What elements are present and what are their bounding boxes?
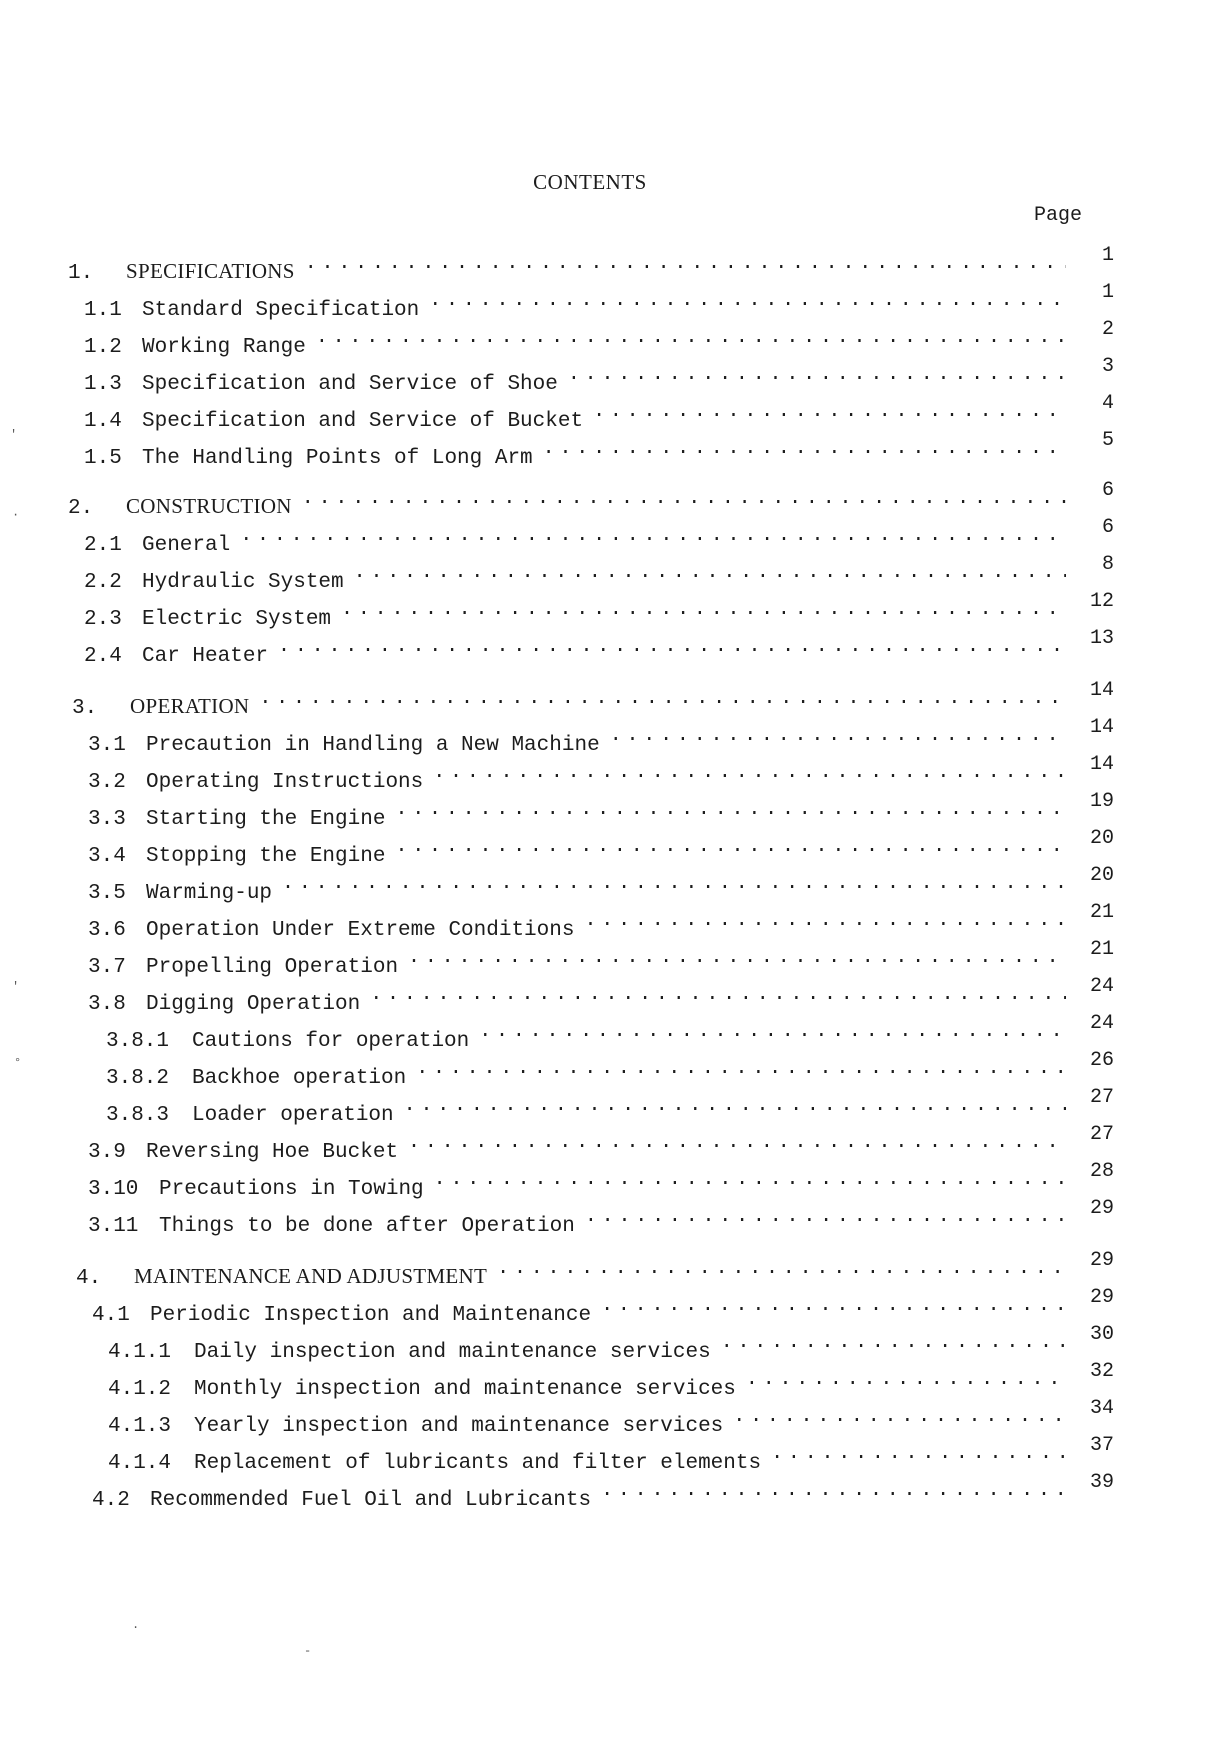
toc-number: 1.: [68, 262, 94, 285]
toc-page-number: 14: [1089, 716, 1114, 739]
toc-title: Recommended Fuel Oil and Lubricants: [150, 1489, 592, 1512]
dot-leader: [259, 685, 1066, 713]
toc-page-number: 20: [1089, 864, 1114, 887]
toc-page-number: 14: [1089, 753, 1114, 776]
toc-section-row[interactable]: [88, 1123, 1114, 1164]
scan-speck: -: [304, 1644, 312, 1658]
toc-number: 4.1: [92, 1304, 130, 1327]
toc-page-number: 34: [1089, 1397, 1114, 1420]
toc-title: Loader operation: [192, 1104, 394, 1127]
dot-leader: [434, 1166, 1066, 1194]
toc-section-row[interactable]: [84, 553, 1114, 594]
dot-leader: [746, 1366, 1066, 1394]
toc-section-row[interactable]: [88, 753, 1114, 794]
toc-page-number: 13: [1089, 627, 1114, 650]
page-column-header: Page: [1034, 204, 1083, 227]
toc-title: Daily inspection and maintenance services: [194, 1341, 711, 1364]
toc-page-number: 30: [1089, 1323, 1114, 1346]
toc-page-number: 28: [1089, 1160, 1114, 1183]
toc-section-row[interactable]: [84, 318, 1114, 359]
toc-page-number: 2: [1101, 318, 1114, 341]
dot-leader: [497, 1255, 1066, 1283]
toc-section-row[interactable]: [84, 627, 1114, 668]
toc-title: OPERATION: [130, 694, 250, 718]
toc-number: 2.3: [84, 608, 122, 631]
dot-leader: [302, 485, 1066, 513]
toc-number: 3.8: [88, 993, 126, 1016]
toc-page-number: 19: [1089, 790, 1114, 813]
toc-title: CONSTRUCTION: [126, 494, 292, 518]
toc-page-number: 27: [1089, 1123, 1114, 1146]
toc-number: 4.2: [92, 1489, 130, 1512]
toc-page-number: 4: [1101, 392, 1114, 415]
toc-page-number: 29: [1089, 1249, 1114, 1272]
toc-chapter-row[interactable]: [72, 679, 1114, 720]
toc-number: 2.4: [84, 645, 122, 668]
toc-number: 4.1.4: [108, 1452, 172, 1475]
page-title: CONTENTS: [533, 170, 647, 194]
toc-page-number: 26: [1089, 1049, 1114, 1072]
dot-leader: [429, 287, 1066, 315]
toc-number: 3.7: [88, 956, 126, 979]
scan-speck: ': [12, 980, 20, 994]
toc-number: 3.: [72, 697, 98, 720]
toc-title: Warming-up: [146, 882, 273, 905]
toc-number: 1.3: [84, 373, 122, 396]
toc-subsection-row[interactable]: [106, 1012, 1114, 1053]
toc-page-number: 32: [1089, 1360, 1114, 1383]
toc-subsection-row[interactable]: [108, 1434, 1114, 1475]
dot-leader: [370, 981, 1066, 1009]
toc-title: Propelling Operation: [146, 956, 399, 979]
toc-subsection-row[interactable]: [106, 1086, 1114, 1127]
toc-page-number: 24: [1089, 1012, 1114, 1035]
toc-subsection-row[interactable]: [108, 1360, 1114, 1401]
toc-page-number: 29: [1089, 1197, 1114, 1220]
toc-page-number: 6: [1101, 516, 1114, 539]
dot-leader: [568, 361, 1066, 389]
toc-subsection-row[interactable]: [108, 1397, 1114, 1438]
scan-speck: ': [10, 428, 18, 442]
toc-section-row[interactable]: [88, 1160, 1114, 1201]
toc-number: 3.2: [88, 771, 126, 794]
toc-number: 3.4: [88, 845, 126, 868]
toc-section-row[interactable]: [84, 392, 1114, 433]
dot-leader: [240, 522, 1066, 550]
dot-leader: [601, 1477, 1066, 1505]
toc-number: 4.1.3: [108, 1415, 172, 1438]
toc-section-row[interactable]: [84, 281, 1114, 322]
toc-title: General: [142, 534, 231, 557]
dot-leader: [771, 1440, 1066, 1468]
dot-leader: [408, 1129, 1066, 1157]
toc-page-number: 27: [1089, 1086, 1114, 1109]
dot-leader: [601, 1292, 1066, 1320]
toc-number: 2.1: [84, 534, 122, 557]
dot-leader: [721, 1329, 1066, 1357]
toc-title: Electric System: [142, 608, 332, 631]
toc-title: Periodic Inspection and Maintenance: [150, 1304, 592, 1327]
toc-page-number: 21: [1089, 901, 1114, 924]
dot-leader: [585, 1203, 1066, 1231]
toc-title: Hydraulic System: [142, 571, 344, 594]
toc-chapter-row[interactable]: [76, 1249, 1114, 1290]
toc-number: 3.3: [88, 808, 126, 831]
dot-leader: [408, 944, 1066, 972]
dot-leader: [479, 1018, 1066, 1046]
toc-page-number: 39: [1089, 1471, 1114, 1494]
toc-section-row[interactable]: [84, 355, 1114, 396]
dot-leader: [416, 1055, 1066, 1083]
toc-section-row[interactable]: [88, 864, 1114, 905]
toc-title: Precautions in Towing: [159, 1178, 424, 1201]
toc-section-row[interactable]: [88, 827, 1114, 868]
toc-title: SPECIFICATIONS: [126, 259, 295, 283]
toc-title: Replacement of lubricants and filter elements: [194, 1452, 762, 1475]
toc-title: Car Heater: [142, 645, 269, 668]
toc-number: 3.8.3: [106, 1104, 170, 1127]
dot-leader: [543, 435, 1066, 463]
toc-page-number: 12: [1089, 590, 1114, 613]
dot-leader: [305, 250, 1066, 278]
toc-section-row[interactable]: [84, 429, 1114, 470]
toc-page-number: 6: [1101, 479, 1114, 502]
toc-subsection-row[interactable]: [106, 1049, 1114, 1090]
toc-page-number: 20: [1089, 827, 1114, 850]
toc-page-number: 24: [1089, 975, 1114, 998]
toc-page-number: 14: [1089, 679, 1114, 702]
toc-section-row[interactable]: [84, 516, 1114, 557]
toc-title: Backhoe operation: [192, 1067, 407, 1090]
toc-number: 2.: [68, 497, 94, 520]
dot-leader: [584, 907, 1066, 935]
toc-chapter-row[interactable]: [68, 479, 1114, 520]
toc-title: Things to be done after Operation: [159, 1215, 575, 1238]
toc-chapter-row[interactable]: [68, 244, 1114, 285]
toc-title: The Handling Points of Long Arm: [142, 447, 533, 470]
toc-title: Precaution in Handling a New Machine: [146, 734, 600, 757]
toc-number: 3.6: [88, 919, 126, 942]
toc-title: Starting the Engine: [146, 808, 386, 831]
toc-title: Reversing Hoe Bucket: [146, 1141, 399, 1164]
toc-title: Monthly inspection and maintenance services: [194, 1378, 736, 1401]
toc-number: 4.1.1: [108, 1341, 172, 1364]
toc-title: Cautions for operation: [192, 1030, 470, 1053]
toc-number: 3.9: [88, 1141, 126, 1164]
toc-number: 3.5: [88, 882, 126, 905]
toc-number: 3.10: [88, 1178, 139, 1201]
dot-leader: [354, 559, 1066, 587]
toc-section-row[interactable]: [88, 716, 1114, 757]
toc-number: 3.8.2: [106, 1067, 170, 1090]
toc-number: 1.2: [84, 336, 122, 359]
dot-leader: [404, 1092, 1066, 1120]
toc-title: Specification and Service of Shoe: [142, 373, 558, 396]
toc-number: 3.1: [88, 734, 126, 757]
toc-page-number: 1: [1101, 244, 1114, 267]
toc-number: 4.: [76, 1267, 102, 1290]
dot-leader: [316, 324, 1066, 352]
toc-number: 3.8.1: [106, 1030, 170, 1053]
toc-subsection-row[interactable]: [108, 1323, 1114, 1364]
toc-title: Digging Operation: [146, 993, 361, 1016]
toc-section-row[interactable]: [84, 590, 1114, 631]
dot-leader: [278, 633, 1066, 661]
toc-number: 1.1: [84, 299, 122, 322]
dot-leader: [433, 759, 1066, 787]
toc-title: Working Range: [142, 336, 306, 359]
toc-page-number: 21: [1089, 938, 1114, 961]
dot-leader: [610, 722, 1066, 750]
dot-leader: [593, 398, 1066, 426]
dot-leader: [341, 596, 1066, 624]
toc-page-number: 37: [1089, 1434, 1114, 1457]
toc-section-row[interactable]: [92, 1286, 1114, 1327]
toc-page-number: 29: [1089, 1286, 1114, 1309]
toc-number: 2.2: [84, 571, 122, 594]
toc-section-row[interactable]: [88, 938, 1114, 979]
toc-number: 1.5: [84, 447, 122, 470]
toc-section-row[interactable]: [88, 1197, 1114, 1238]
toc-title: Yearly inspection and maintenance services: [194, 1415, 724, 1438]
dot-leader: [395, 833, 1066, 861]
toc-page-number: 5: [1101, 429, 1114, 452]
toc-section-row[interactable]: [88, 975, 1114, 1016]
toc-title: Specification and Service of Bucket: [142, 410, 584, 433]
scan-speck: °: [14, 1056, 22, 1070]
toc-section-row[interactable]: [88, 901, 1114, 942]
toc-number: 1.4: [84, 410, 122, 433]
toc-title: Stopping the Engine: [146, 845, 386, 868]
toc-title: Operation Under Extreme Conditions: [146, 919, 575, 942]
scan-speck: .: [132, 1618, 140, 1632]
toc-title: Operating Instructions: [146, 771, 424, 794]
toc-section-row[interactable]: [88, 790, 1114, 831]
toc-title: MAINTENANCE AND ADJUSTMENT: [134, 1264, 488, 1288]
toc-title: Standard Specification: [142, 299, 420, 322]
dot-leader: [282, 870, 1066, 898]
dot-leader: [395, 796, 1066, 824]
toc-page-number: 1: [1101, 281, 1114, 304]
toc-number: 3.11: [88, 1215, 139, 1238]
scan-speck: ·: [12, 508, 20, 522]
dot-leader: [733, 1403, 1066, 1431]
toc-section-row[interactable]: [92, 1471, 1114, 1512]
toc-number: 4.1.2: [108, 1378, 172, 1401]
toc-page-number: 8: [1101, 553, 1114, 576]
toc-page-number: 3: [1101, 355, 1114, 378]
